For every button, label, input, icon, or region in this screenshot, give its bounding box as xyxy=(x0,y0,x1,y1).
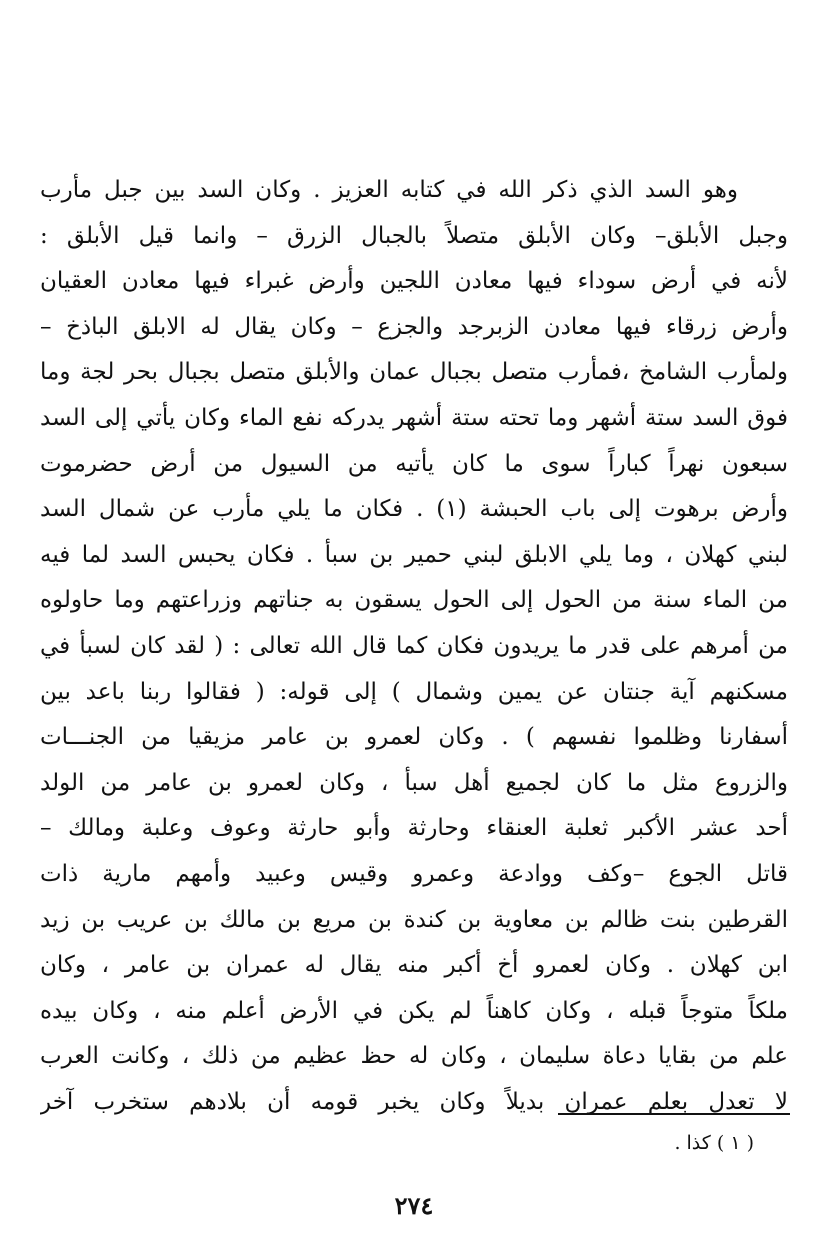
text-line: ابن كهلان . وكان لعمرو أخ أكبر منه يقال له عمران بن عامر ، وكان xyxy=(40,952,788,979)
page-number: ٢٧٤ xyxy=(394,1191,434,1220)
footnote: ( ١ ) كذا . xyxy=(674,1132,754,1154)
text-line: وهو السد الذي ذكر الله في كتابه العزيز . وكان السد بين جبل مأرب xyxy=(40,177,738,203)
text-line: لأنه في أرض سوداء فيها معادن اللجين وأرض غبراء فيها معادن العقيان xyxy=(40,268,788,295)
body-text xyxy=(40,168,788,1125)
text-line: وجبل الأبلق– وكان الأبلق متصلاً بالجبال الزرق – وانما قيل الأبلق : xyxy=(40,222,788,249)
footnote-divider xyxy=(558,1113,790,1115)
text-line: من الماء سنة من الحول إلى الحول يسقون به جناتهم وزراعتهم وما حاولوه xyxy=(40,587,788,614)
text-line: ولمأرب الشامخ ،فمأرب متصل بجبال عمان والأبلق متصل بجبال بحر لجة وما xyxy=(40,359,788,386)
text-line: قاتل الجوع –وكف ووادعة وعمرو وقيس وعبيد وأمهم مارية ذات xyxy=(40,860,788,887)
text-line: والزروع مثل ما كان لجميع أهل سبأ ، وكان لعمرو بن عامر من الولد xyxy=(40,769,788,796)
text-line: القرطين بنت ظالم بن معاوية بن كندة بن مريع بن مالك بن عريب بن زيد xyxy=(40,906,788,933)
text-line: وأرض برهوت إلى باب الحبشة (١) . فكان ما يلي مأرب عن شمال السد xyxy=(40,496,788,523)
text-line: أحد عشر الأكبر ثعلبة العنقاء وحارثة وأبو حارثة وعوف وعلبة ومالك – xyxy=(40,815,788,842)
text-line: علم من بقايا دعاة سليمان ، وكان له حظ عظيم من ذلك ، وكانت العرب xyxy=(40,1043,788,1070)
text-line: فوق السد ستة أشهر وما تحته ستة أشهر يدركه نفع الماء وكان يأتي إلى السد xyxy=(40,404,788,431)
text-line: وأرض زرقاء فيها معادن الزبرجد والجزع – وكان يقال له الابلق الباذخ – xyxy=(40,313,788,340)
text-line: أسفارنا وظلموا نفسهم ) . وكان لعمرو بن عامر مزيقيا من الجنـــات xyxy=(40,724,788,751)
text-line: سبعون نهراً كباراً سوى ما كان يأتيه من السيول من أرض حضرموت xyxy=(40,450,788,477)
text-line: لبني كهلان ، وما يلي الابلق لبني حمير بن سبأ . فكان يحبس السد لما فيه xyxy=(40,541,788,568)
text-line: مسكنهم آية جنتان عن يمين وشمال ) إلى قوله: ( فقالوا ربنا باعد بين xyxy=(40,678,788,705)
text-line: من أمرهم على قدر ما يريدون فكان كما قال الله تعالى : ( لقد كان لسبأ في xyxy=(40,632,788,659)
text-line: لا تعدل بعلم عمران بديلاً وكان يخبر قومه أن بلادهم ستخرب آخر xyxy=(40,1088,788,1115)
text-line: ملكاً متوجاً قبله ، وكان كاهناً لم يكن في الأرض أعلم منه ، وكان بيده xyxy=(40,997,788,1024)
